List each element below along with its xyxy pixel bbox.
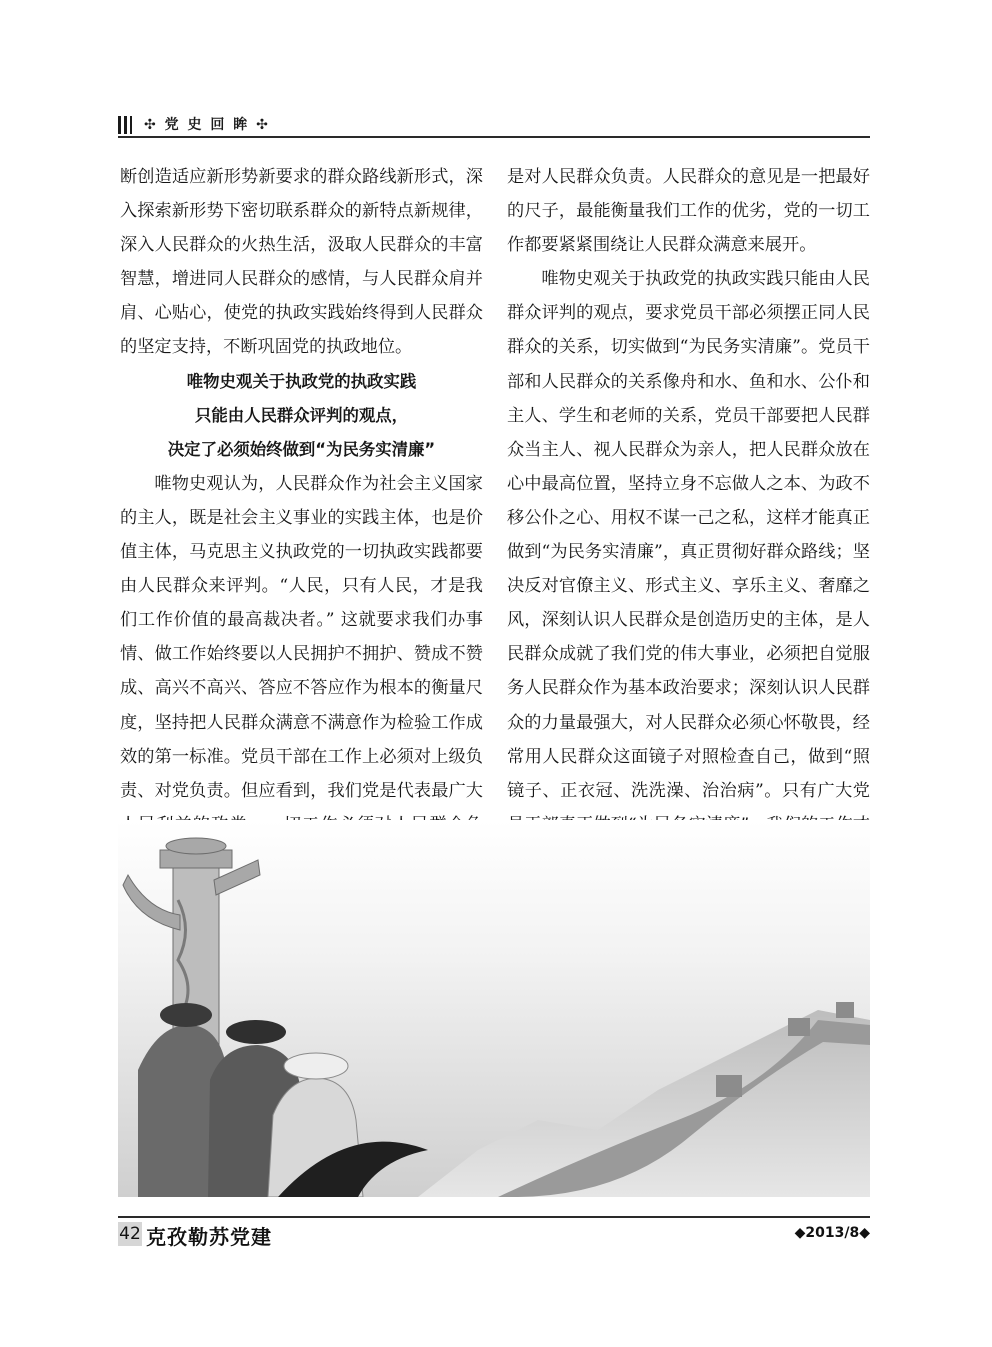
right-column xyxy=(507,160,870,910)
section-heading-line-2: 只能由人民群众评判的观点， xyxy=(194,405,409,425)
page-header xyxy=(118,112,870,138)
page-number: 42 xyxy=(119,1224,141,1244)
left-paragraph-1: 断创造适应新形势新要求的群众路线新形式，深入探索新形势下密切联系群众的新特点新规律，深入人民群众的火热生活，汲取人民群众的丰富智慧，增进同人民群众的感情，与人民群众肩并肩、心贴心，使党的执政实践始终得到人民群众的坚定支持，不断巩固党的执政地位。 xyxy=(120,167,483,358)
footer-rule xyxy=(118,1216,870,1218)
issue-date: ◆2013/8◆ xyxy=(794,1225,870,1241)
right-paragraph-1: 是对人民群众负责。人民群众的意见是一把最好的尺子，最能衡量我们工作的优劣，党的一切工作都要紧紧围绕让人民群众满意来展开。 xyxy=(507,167,870,256)
magazine-name: 克孜勒苏党建 xyxy=(146,1225,272,1249)
page-footer xyxy=(118,1216,870,1252)
header-rule xyxy=(118,136,870,138)
decorative-illustration xyxy=(118,820,870,1197)
header-bars-ornament xyxy=(118,116,134,134)
section-heading-line-3: 决定了必须始终做到“为民务实清廉” xyxy=(167,439,436,459)
section-heading-line-1: 唯物史观关于执政党的执政实践 xyxy=(186,371,417,391)
right-paragraph-2: 唯物史观关于执政党的执政实践只能由人民群众评判的观点，要求党员干部必须摆正同人民群众的关系，切实做到“为民务实清廉”。党员干部和人民群众的关系像舟和水、鱼和水、公仆和主人、学生和老师的关系，党员干部要把人民群众当主人、视人民群众为亲人，把人民群众放在心中最高位置，坚持立身不忘做人之本、为政不移公仆之心、用权不谋一己之私，这样才能真正做到“为民务实清廉”，真正贯彻好群众路线；坚决反对官僚主义、形式主义、享乐主义、奢靡之风，深刻认识人民群众是创造历史的主体，是人民群众成就了我们党的伟大事业，必须把自觉服务人民群众作为基本政治要求；深刻认识人民群众的力量最强大，对人民群众必须心怀敬畏，经常用人民群众这面镜子对照检查自己，做到“照镜子、正衣冠、洗洗澡、治治病”。只有广大党 xyxy=(507,269,870,801)
left-paragraph-2: 唯物史观认为，人民群众作为社会主义国家的主人，既是社会主义事业的实践主体，也是价值主体，马克思主义执政党的一切执政实践都要由人民群众来评判。“人民，只有人民，才是我们工作价值的最高裁决者。” 这就要求我们办事情、做工作始终要以人民拥护不拥护、赞成不赞成、高兴不高兴、答应不答应作为根本的衡量尺度，坚持把人民群众满意不满意作为检验工作成效的第一标准。党员干部在工作上必须对上级负责、对党负责。但应看到，我们党是代表最广大 xyxy=(120,473,483,801)
column-title: ✣ 党 史 回 眸 ✣ xyxy=(144,117,270,133)
